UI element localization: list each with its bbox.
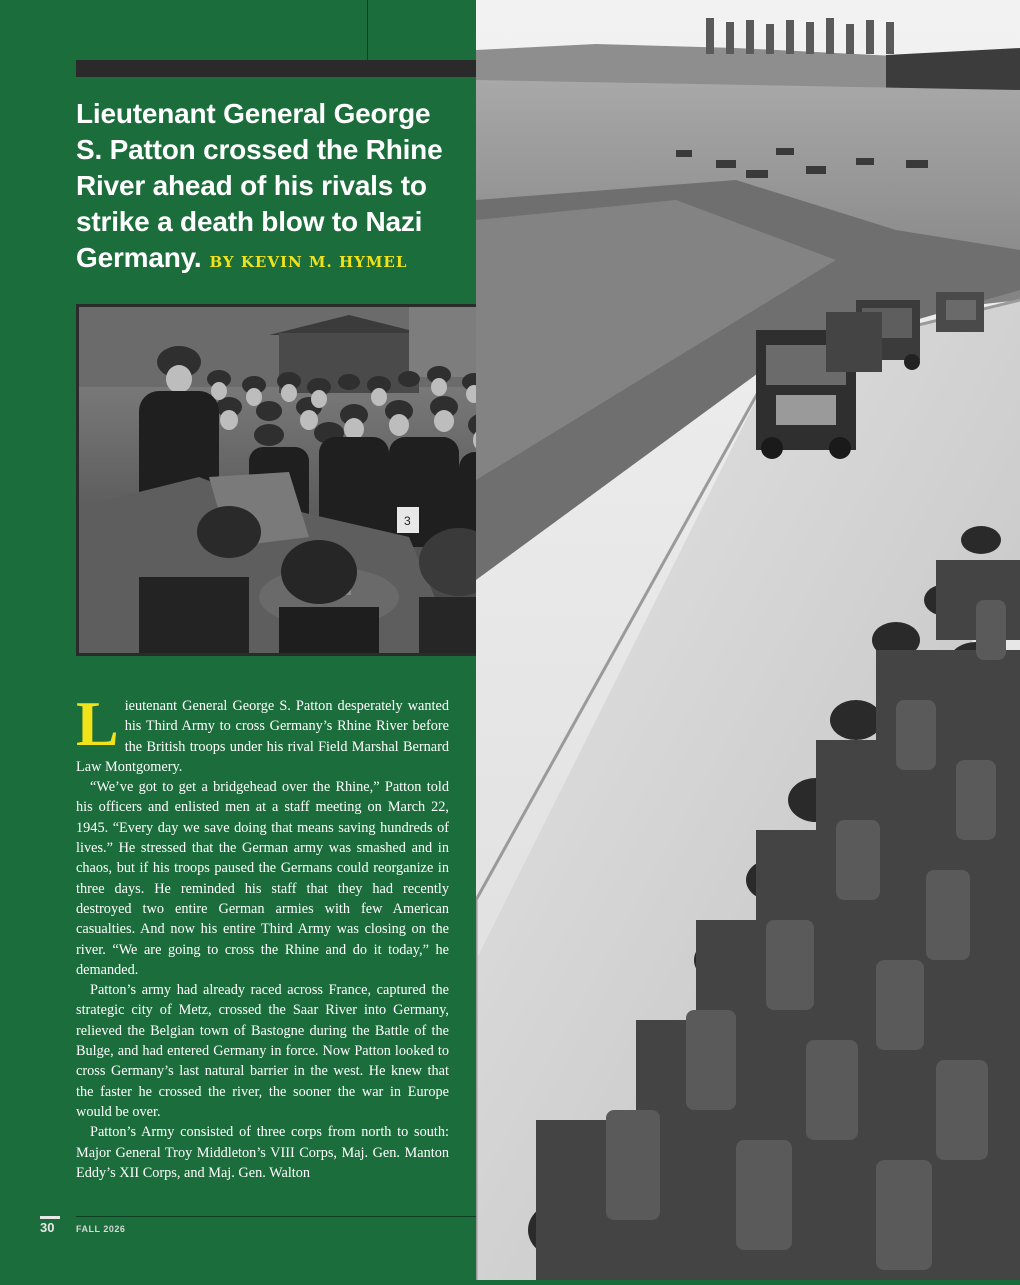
page-number: 30 bbox=[40, 1220, 55, 1235]
paragraph-4: Patton’s Army consisted of three corps from north to south: Major General Troy Middleton’s VIII Corps, Maj. Gen. Manton Eddy’s XII Corps, and Maj. Gen. Walton bbox=[76, 1124, 449, 1181]
paragraph-1: Lieutenant General George S. Patton desperately wanted his Third Army to cross Germany’s Rhine River before the British troops under his rival Field Marshal Bernard Law Montgomery. bbox=[76, 688, 449, 775]
main-photo-convoy-road bbox=[476, 0, 1020, 1280]
paragraph-3: Patton’s army had already raced across France, captured the strategic city of Metz, crossed the Saar River into Germany, relieved the Belgian town of Bastogne during the Battle of the Bulge, and had entered Germany in force. Now Patton looked to cross Germany’s last natural barrier in the west. He knew that the faster he crossed the river, the sooner the war in Europe would be over. bbox=[76, 982, 449, 1120]
folio-marker bbox=[40, 1216, 60, 1219]
byline: BY KEVIN M. HYMEL bbox=[209, 253, 408, 271]
paragraph-2: “We’ve got to get a bridgehead over the Rhine,” Patton told his officers and enlisted men at a staff meeting on March 22, 1945. “Every day we save doing that means saving hundreds of lives.” He stressed that the German army was smashed and in chaos, but if his troops paused the Germans could reorganize in three days. He reminded his staff that they had recently destroyed two entire German armies with few American casualties. And now his entire Third Army was closing on the river. “We are going to cross the Rhine and do it today,” he demanded. bbox=[76, 779, 449, 978]
drop-cap: L bbox=[76, 688, 119, 759]
article-body bbox=[76, 688, 449, 1183]
issue-label: FALL 2026 bbox=[76, 1224, 126, 1234]
headline: Lieutenant General George S. Patton crossed the Rhine River ahead of his rivals to strike a death blow to Nazi Germany. BY KEVIN M. HYMEL bbox=[76, 98, 443, 273]
column-rule bbox=[367, 0, 368, 60]
footer-rule bbox=[76, 1216, 476, 1217]
jeep-sign-number: 3 bbox=[404, 514, 411, 528]
header-bar bbox=[76, 60, 476, 77]
